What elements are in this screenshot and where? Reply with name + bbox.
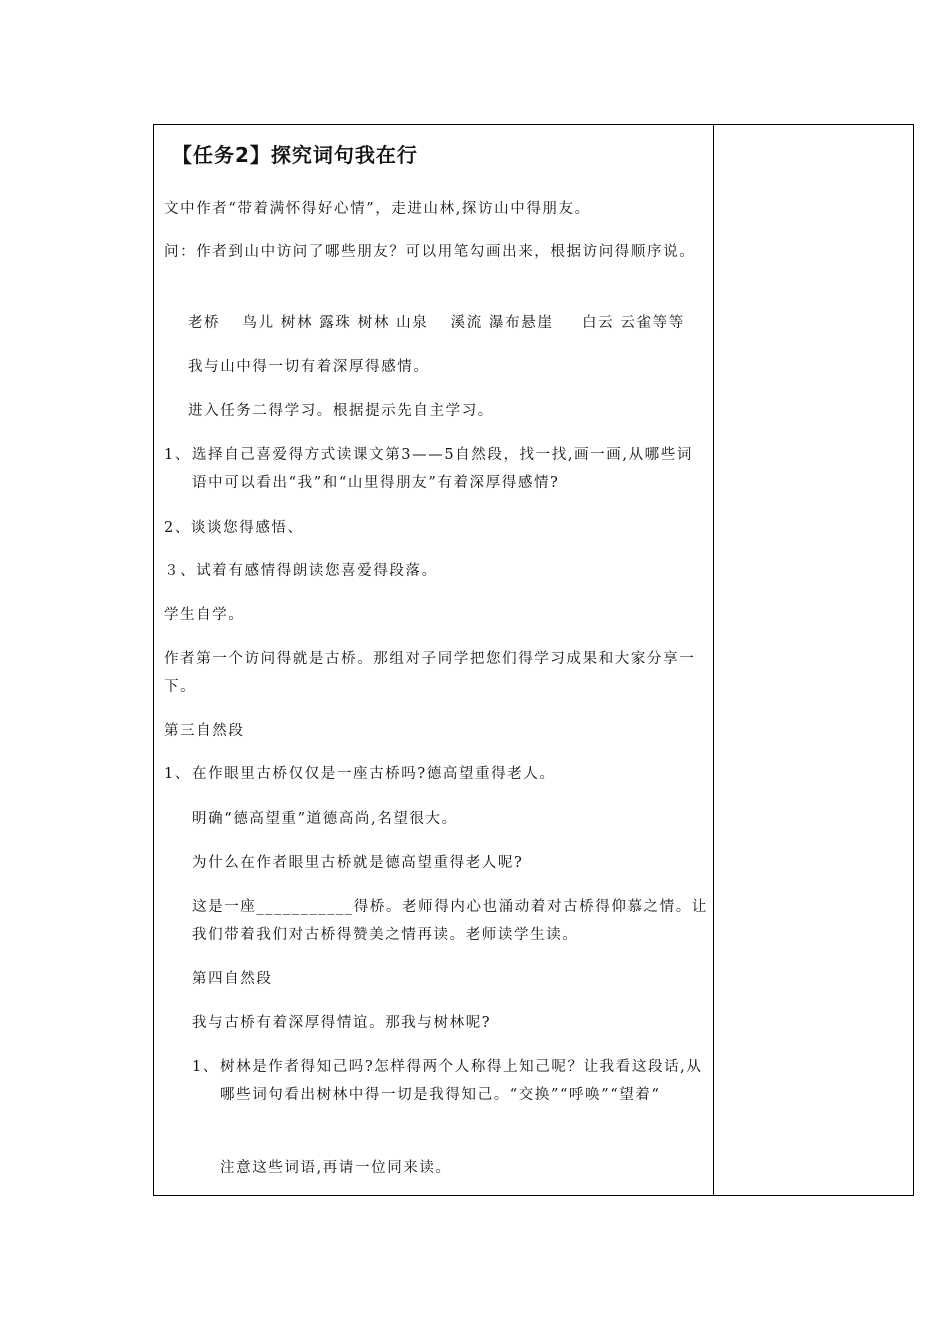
paragraph-why: 为什么在作者眼里古桥就是德高望重得老人呢? — [192, 855, 524, 871]
lesson-table — [153, 124, 914, 1196]
list-item-text: 树林是作者得知己吗?怎样得两个人称得上知己呢？让我看这段话,从哪些词句看出树林中得一切是我得知己。“交换”“呼唤”“望着“ — [220, 1059, 703, 1103]
paragraph-first-visit: 作者第一个访问得就是古桥。那组对子同学把您们得学习成果和大家分享一下。 — [164, 651, 696, 695]
paragraph-note: 注意这些词语,再请一位同来读。 — [220, 1160, 452, 1176]
paragraph-feeling: 我与山中得一切有着深厚得感情。 — [188, 359, 430, 375]
list-item-number: 1、 — [192, 1059, 219, 1075]
task-title: 【任务2】探究词句我在行 — [172, 143, 418, 167]
paragraph-enter-task: 进入任务二得学习。根据提示先自主学习。 — [188, 403, 494, 419]
list-item-number: 1、 — [164, 766, 191, 782]
list-item-5 — [192, 1053, 710, 1109]
list-item-1 — [164, 441, 704, 497]
list-item-2: 2、谈谈您得感悟、 — [164, 520, 304, 536]
paragraph-self-study: 学生自学。 — [164, 607, 245, 623]
list-item-number: 1、 — [164, 447, 191, 463]
friends-list: 老桥 鸟儿 树林 露珠 树林 山泉 溪流 瀑布悬崖 白云 云雀等等 — [188, 315, 685, 331]
section-heading-fourth: 第四自然段 — [192, 971, 273, 987]
notes-cell — [714, 125, 913, 1195]
list-item-4 — [164, 760, 704, 788]
paragraph-intro: 文中作者“带着满怀得好心情”，走进山林,探访山中得朋友。 — [164, 201, 591, 217]
list-item-text: 选择自己喜爱得方式读课文第3——5自然段，找一找,画一画,从哪些词语中可以看出“我”和“山里得朋友”有着深厚得感情? — [192, 447, 693, 491]
paragraph-question: 问：作者到山中访问了哪些朋友？可以用笔勾画出来，根据访问得顺序说。 — [164, 244, 696, 260]
section-heading-third: 第三自然段 — [164, 723, 245, 739]
paragraph-clarify: 明确“德高望重”道德高尚,名望很大。 — [192, 811, 458, 827]
paragraph-fill-blank: 这是一座___________得桥。老师得内心也涌动着对古桥得仰慕之情。让我们带着我们对古桥得赞美之情再读。老师读学生读。 — [192, 899, 708, 943]
list-item-text: 在作眼里古桥仅仅是一座古桥吗?德高望重得老人。 — [192, 766, 556, 782]
paragraph-friendship: 我与古桥有着深厚得情谊。那我与树林呢? — [192, 1015, 492, 1031]
list-item-3: ３、试着有感情得朗读您喜爱得段落。 — [164, 563, 438, 579]
